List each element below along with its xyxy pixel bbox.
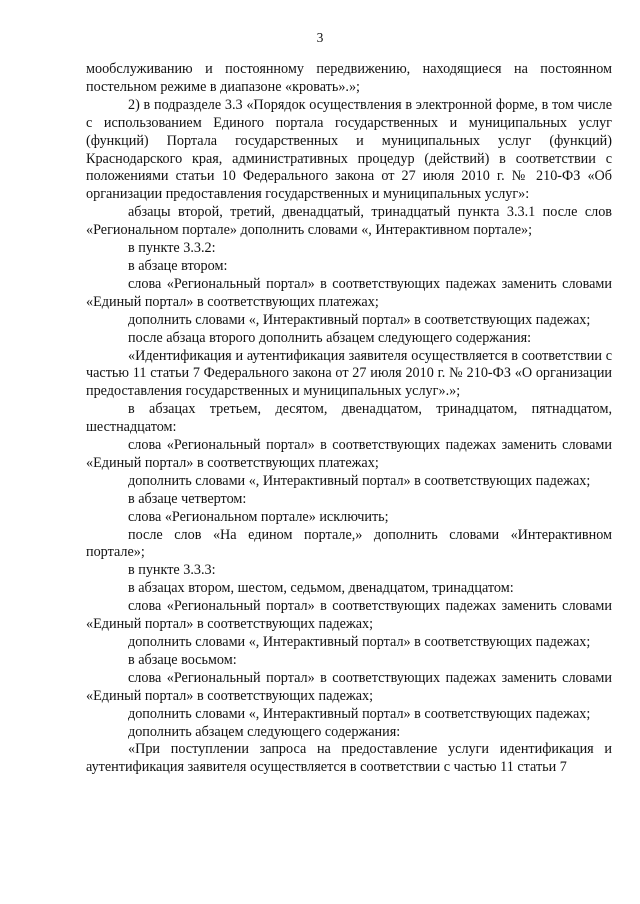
paragraph: дополнить словами «, Интерактивный портал» в соответствующих падежах;: [128, 705, 591, 722]
paragraph: слова «Региональный портал» в соответствующих падежах заменить словами «Единый портал» в соответствующих платежах;: [86, 275, 612, 310]
paragraph: «Идентификация и аутентификация заявителя осуществляется в соответствии с частью 11 статьи 7 Федерального закона от 27 июля 2010 г. № 210-ФЗ «О организации предоставления государственных и муниципальных услуг».»;: [86, 347, 612, 400]
paragraph: мообслуживанию и постоянному передвижению, находящиеся на постоянном постельном режиме в диапазоне «кровать».»;: [86, 61, 612, 95]
paragraph: дополнить словами «, Интерактивный портал» в соответствующих падежах;: [128, 634, 591, 650]
paragraph: 2) в подразделе 3.3 «Порядок осуществления в электронной форме, в том числе с использованием Единого портала государственных и муниципальных услуг (функций) Портала государственных и муниципальных услуг (функций) Краснодарского края, административных процедур (действий) в соответствии с положениями статьи 10 Федерального закона от 27 июля 2010 г. № 210-ФЗ «Об организации предоставления государственных и муниципальных услуг»:: [86, 96, 612, 203]
paragraph: слова «Региональный портал» в соответствующих падежах заменить словами «Единый портал» в соответствующих падежах;: [86, 598, 612, 633]
paragraph: слова «Региональный портал» в соответствующих падежах заменить словами «Единый портал» в соответствующих падежах;: [86, 669, 612, 704]
paragraph: слова «Региональном портале» исключить;: [128, 508, 389, 525]
paragraph: в абзацах третьем, десятом, двенадцатом, тринадцатом, пятнадцатом, шестнадцатом:: [86, 401, 612, 436]
paragraph: абзацы второй, третий, двенадцатый, тринадцатый пункта 3.3.1 после слов «Региональном портале» дополнить словами «, Интерактивном портале»;: [86, 204, 612, 239]
paragraph: в пункте 3.3.2:: [128, 240, 216, 257]
paragraph: в абзаце четвертом:: [128, 490, 247, 507]
document-body: [86, 61, 612, 777]
paragraph: в абзаце восьмом:: [128, 651, 237, 668]
paragraph: дополнить абзацем следующего содержания:: [128, 723, 401, 740]
paragraph: после абзаца второго дополнить абзацем следующего содержания:: [128, 329, 532, 346]
paragraph: дополнить словами «, Интерактивный портал» в соответствующих падежах;: [128, 472, 591, 489]
paragraph: в пункте 3.3.3:: [128, 562, 216, 579]
paragraph: «При поступлении запроса на предоставление услуги идентификация и аутентификация заявителя осуществляется в соответствии с частью 11 статьи 7: [86, 741, 612, 776]
page-number: 3: [316, 30, 324, 45]
paragraph: после слов «На едином портале,» дополнить словами «Интерактивном портале»;: [86, 526, 612, 561]
paragraph: слова «Региональный портал» в соответствующих падежах заменить словами «Единый портал» в соответствующих платежах;: [86, 437, 612, 471]
paragraph: в абзацах втором, шестом, седьмом, двенадцатом, тринадцатом:: [128, 580, 514, 597]
paragraph: дополнить словами «, Интерактивный портал» в соответствующих падежах;: [128, 311, 591, 328]
paragraph: в абзаце втором:: [128, 257, 228, 274]
